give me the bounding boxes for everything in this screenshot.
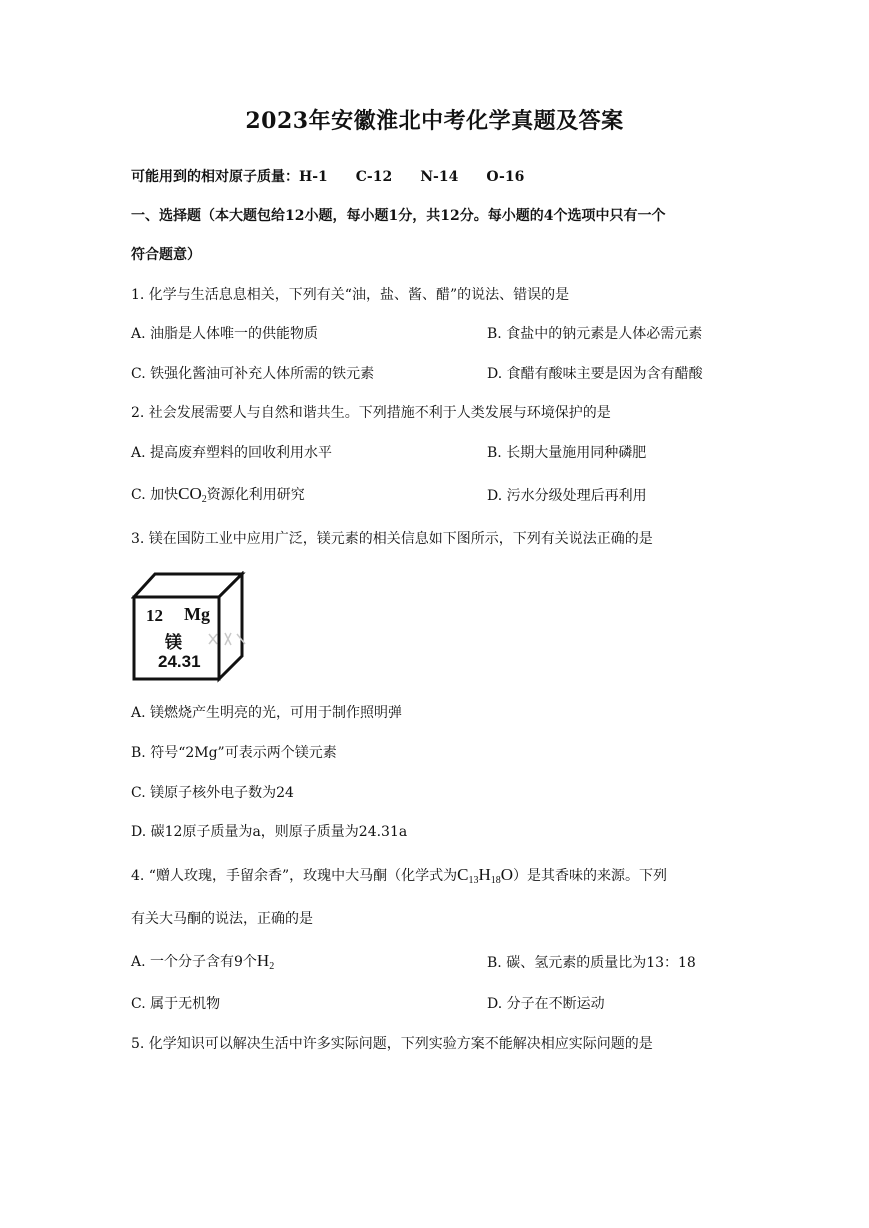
q2-option-c (131, 484, 305, 510)
section-heading-line1: 一、选择题（本大题包给12小题，每小题1分，共12分。每小题的4个选项中只有一个 (131, 208, 666, 224)
q4-stem-line2: 有关大马酮的说法，正确的是 (131, 911, 313, 927)
q4-option-a (131, 951, 274, 977)
q1-option-b: B. 食盐中的钠元素是人体必需元素 (487, 326, 703, 342)
damascone-formula (457, 865, 513, 884)
co2-formula-main: CO (178, 484, 202, 503)
page-title: 2023年安徽淮北中考化学真题及答案 (245, 108, 624, 134)
formula-c: C (457, 865, 469, 884)
q4-stem-prefix: 4. “赠人玫瑰，手留余香”，玫瑰中大马酮（化学式为 (131, 868, 458, 884)
q5-stem: 5. 化学知识可以解决生活中许多实际问题，下列实验方案不能解决相应实际问题的是 (131, 1036, 653, 1052)
q2-option-c-prefix: C. 加快 (131, 487, 179, 503)
q2-option-b: B. 长期大量施用同种磷肥 (487, 445, 647, 461)
atomic-mass-n: N-14 (420, 169, 459, 185)
element-symbol: Mg (184, 604, 210, 624)
co2-formula-sub: 2 (201, 494, 207, 505)
q1-option-a: A. 油脂是人体唯一的供能物质 (131, 326, 319, 342)
q4-stem-suffix: ）是其香味的来源。下列 (513, 868, 668, 884)
q3-stem: 3. 镁在国防工业中应用广泛，镁元素的相关信息如下图所示，下列有关说法正确的是 (131, 531, 653, 547)
h2-formula-sub: 2 (269, 961, 275, 972)
q2-stem: 2. 社会发展需要人与自然和谐共生。下列措施不利于人类发展与环境保护的是 (131, 405, 611, 421)
q3-option-d: D. 碳12原子质量为a，则原子质量为24.31a (131, 824, 408, 840)
element-name: 镁 (165, 633, 182, 653)
atomic-mass-c: C-12 (355, 169, 393, 185)
q3-option-c: C. 镁原子核外电子数为24 (131, 785, 294, 801)
q4-option-b: B. 碳、氢元素的质量比为13：18 (487, 955, 696, 971)
q4-option-d: D. 分子在不断运动 (487, 996, 605, 1012)
q1-stem: 1. 化学与生活息息相关，下列有关“油，盐、酱、醋”的说法、错误的是 (131, 287, 570, 303)
formula-o: O (500, 865, 514, 884)
formula-h: H (478, 865, 491, 884)
atomic-mass-o: O-16 (486, 169, 525, 185)
faint-watermark-mark (207, 630, 247, 648)
formula-h-sub: 18 (490, 875, 501, 886)
q2-option-a: A. 提高废弃塑料的回收利用水平 (131, 445, 333, 461)
q1-option-d: D. 食醋有酸味主要是因为含有醋酸 (487, 366, 703, 382)
section-heading-line2: 符合题意） (131, 247, 201, 263)
h2-formula-main: H (256, 951, 270, 970)
element-atomic-number: 12 (146, 606, 163, 625)
q4-stem-line1 (131, 865, 667, 891)
q1-option-c: C. 铁强化酱油可补充人体所需的铁元素 (131, 366, 375, 382)
q2-option-d: D. 污水分级处理后再利用 (487, 488, 647, 504)
atomic-mass-label: 可能用到的相对原子质量： (131, 169, 299, 185)
element-atomic-mass: 24.31 (158, 652, 201, 671)
q3-option-a: A. 镁燃烧产生明亮的光，可用于制作照明弹 (131, 705, 403, 721)
q2-option-c-suffix: 资源化利用研究 (206, 487, 305, 503)
atomic-mass-line (131, 167, 524, 187)
h2-formula (257, 951, 274, 970)
formula-c-sub: 13 (468, 875, 479, 886)
q4-option-c: C. 属于无机物 (131, 996, 221, 1012)
atomic-mass-h: H-1 (299, 169, 328, 185)
co2-formula (178, 484, 207, 503)
q4-option-a-prefix: A. 一个分子含有9个 (131, 954, 257, 970)
q3-option-b: B. 符号“2Mg”可表示两个镁元素 (131, 745, 337, 761)
